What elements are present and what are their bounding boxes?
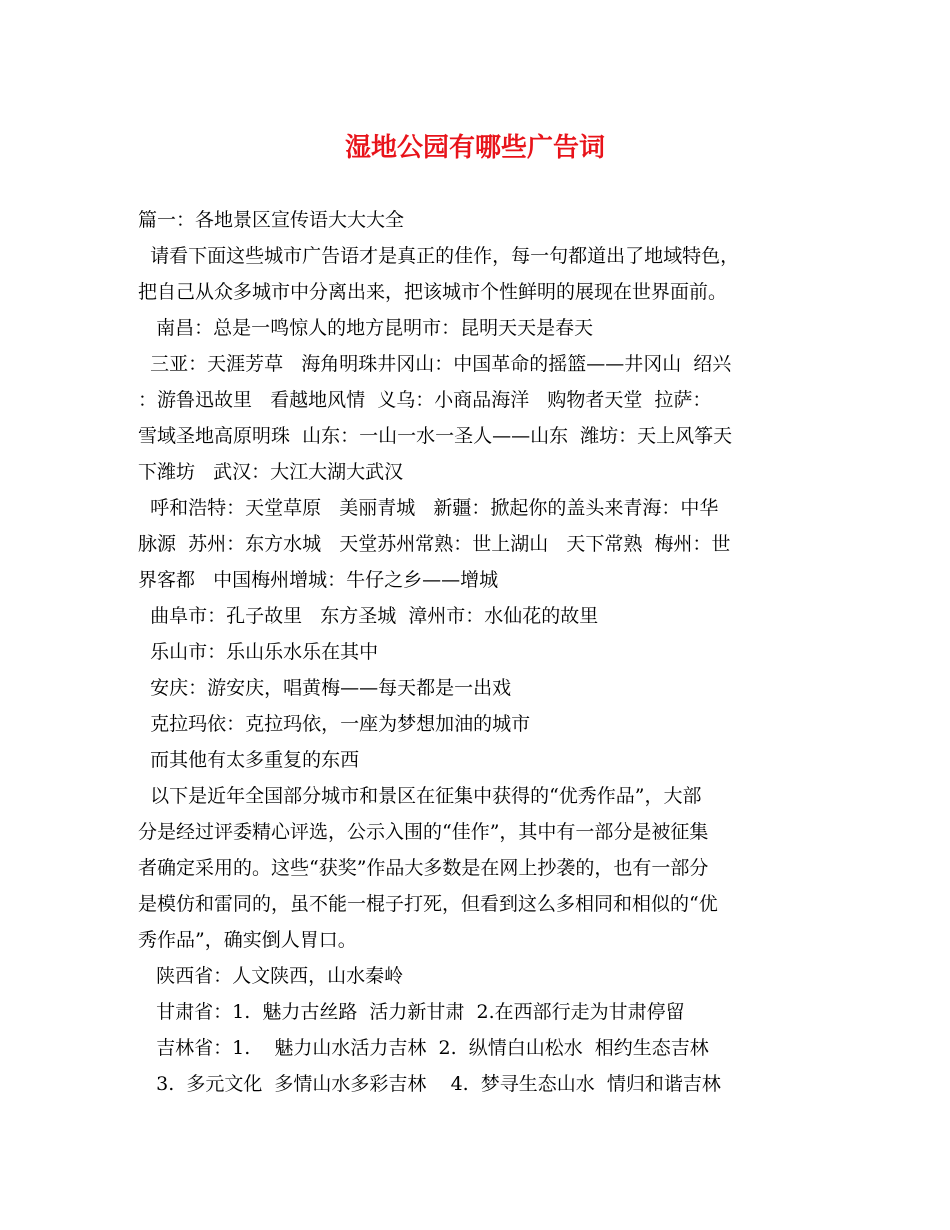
- paragraph-line: 请看下面这些城市广告语才是真正的佳作，每一句都道出了地域特色，: [138, 245, 740, 267]
- paragraph-line: 曲阜市：孔子故里 东方圣城 漳州市：水仙花的故里: [138, 605, 599, 627]
- paragraph-line: 者确定采用的。这些“获奖”作品大多数是在网上抄袭的，也有一部分: [138, 857, 709, 879]
- paragraph-line: 乐山市：乐山乐水乐在其中: [138, 641, 379, 663]
- paragraph-line: 是模仿和雷同的，虽不能一棍子打死，但看到这么多相同和相似的“优: [138, 893, 718, 915]
- paragraph-line: 界客都 中国梅州增城：牛仔之乡——增城: [138, 569, 499, 591]
- page-title: 湿地公园有哪些广告词: [344, 133, 605, 163]
- paragraph-line: 而其他有太多重复的东西: [138, 749, 360, 771]
- paragraph-line: 篇一：各地景区宣传语大大大全: [138, 209, 405, 231]
- paragraph-line: 陕西省：人文陕西，山水秦岭: [138, 965, 404, 987]
- paragraph-line: 把自己从众多城市中分离出来，把该城市个性鲜明的展现在世界面前。: [138, 281, 728, 303]
- paragraph-line: 3. 多元文化 多情山水多彩吉林 4. 梦寻生态山水 情归和谐吉林: [138, 1073, 721, 1095]
- paragraph-line: 秀作品”，确实倒人胃口。: [138, 929, 357, 951]
- paragraph-line: 吉林省：1. 魅力山水活力吉林 2. 纵情白山松水 相约生态吉林: [138, 1037, 709, 1059]
- paragraph-line: 甘肃省：1. 魅力古丝路 活力新甘肃 2.在西部行走为甘肃停留: [138, 1001, 685, 1023]
- paragraph-line: 呼和浩特：天堂草原 美丽青城 新疆：掀起你的盖头来青海：中华: [138, 497, 719, 519]
- paragraph-line: 安庆：游安庆，唱黄梅——每天都是一出戏: [138, 677, 512, 699]
- paragraph-line: 雪域圣地高原明珠 山东：一山一水一圣人——山东 潍坊：天上风筝天: [138, 425, 733, 447]
- paragraph-line: 以下是近年全国部分城市和景区在征集中获得的“优秀作品”，大部: [138, 785, 702, 807]
- paragraph-line: 三亚：天涯芳草 海角明珠井冈山：中国革命的摇篮——井冈山 绍兴: [138, 353, 732, 375]
- paragraph-line: ：游鲁迅故里 看越地风情 义乌：小商品海洋 购物者天堂 拉萨：: [138, 389, 712, 411]
- document-body: [138, 202, 818, 1102]
- paragraph-line: 下潍坊 武汉：大江大湖大武汉: [138, 461, 404, 483]
- paragraph-line: 脉源 苏州：东方水城 天堂苏州常熟：世上湖山 天下常熟 梅州：世: [138, 533, 731, 555]
- paragraph-line: 克拉玛依：克拉玛依，一座为梦想加油的城市: [138, 713, 531, 735]
- paragraph-line: 分是经过评委精心评选，公示入围的“佳作”，其中有一部分是被征集: [138, 821, 709, 843]
- paragraph-line: 南昌：总是一鸣惊人的地方昆明市：昆明天天是春天: [138, 317, 594, 339]
